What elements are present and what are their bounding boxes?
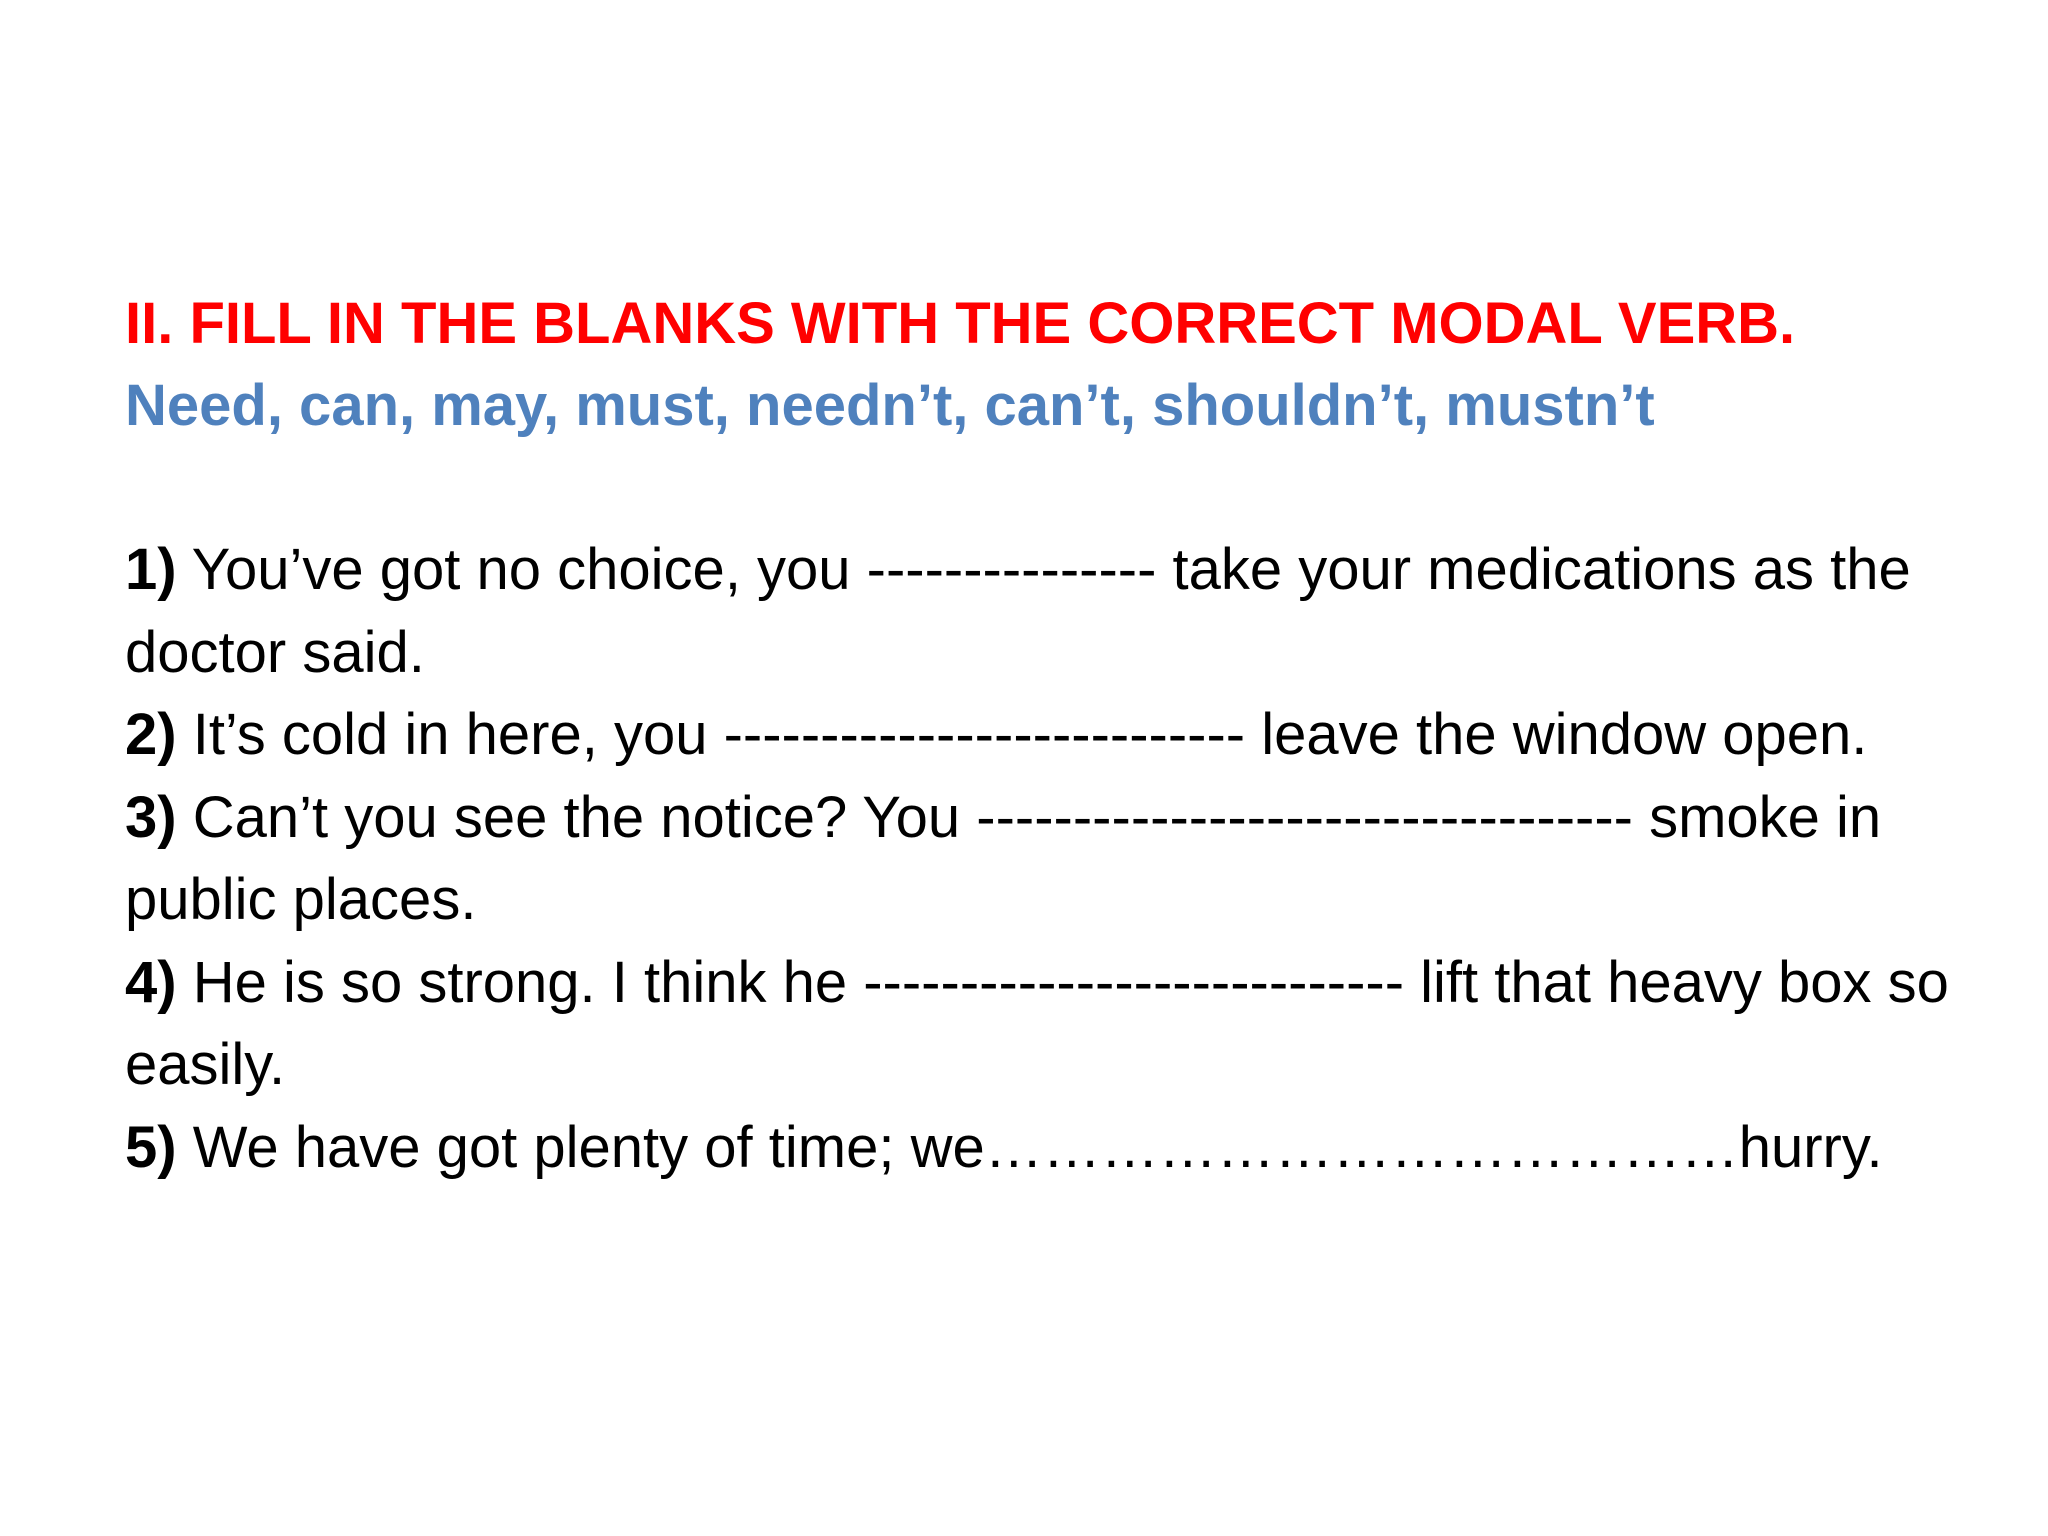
exercise-item-4 [125,942,1985,1107]
modal-verb-word-bank: Need, can, may, must, needn’t, can’t, shouldn’t, mustn’t [125,373,1655,438]
exercise-item-5 [125,1107,1985,1190]
exercise-item-2 [125,694,1985,777]
exercise-list [125,529,1985,1189]
spacer [125,447,1985,529]
slide-content [125,283,1985,1189]
exercise-sentence: He is so strong. I think he ---------------------------- lift that heavy box so easily. [125,949,1949,1097]
exercise-number: 5) [125,1114,177,1180]
exercise-title: II. FILL IN THE BLANKS WITH THE CORRECT MODAL VERB. [125,291,1796,356]
exercise-item-3 [125,777,1985,942]
exercise-item-1 [125,529,1985,694]
exercise-sentence: We have got plenty of time; we…………………………………hurry. [192,1114,1883,1180]
exercise-number: 4) [125,949,177,1015]
exercise-sentence: Can’t you see the notice? You ---------------------------------- smoke in public places. [125,784,1882,932]
exercise-sentence: It’s cold in here, you --------------------------- leave the window open. [192,702,1868,767]
exercise-sentence: You’ve got no choice, you --------------- take your medications as the doctor said. [125,537,1911,685]
exercise-number: 3) [125,784,177,850]
exercise-number: 1) [125,537,177,602]
exercise-number: 2) [125,702,177,767]
